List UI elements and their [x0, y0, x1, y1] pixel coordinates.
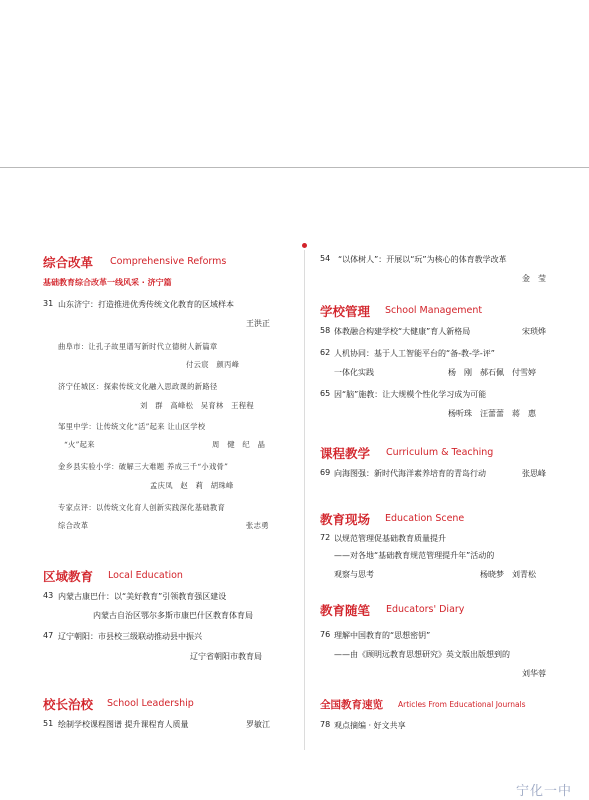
toc-page: 65: [320, 389, 331, 398]
toc-entry-title-cont[interactable]: ——由《顾明远教育思想研究》英文版出版想到的: [334, 650, 510, 659]
toc-subentry-author: 张志勇: [246, 521, 269, 530]
toc-entry-author: 王洪正: [246, 319, 270, 328]
toc-page: 47: [43, 631, 54, 640]
toc-entry-author: 杨晓梦 刘青松: [480, 570, 536, 579]
toc-subentry-title[interactable]: 济宁任城区：探索传统文化融入思政课的新路径: [58, 382, 218, 391]
toc-subentry-author: 周 健 纪 晶: [212, 440, 266, 449]
toc-entry-author: 内蒙古自治区鄂尔多斯市康巴什区教育体育局: [93, 611, 253, 620]
section-title-regional-en: Local Education: [108, 570, 183, 581]
toc-entry-title[interactable]: 因“脑”施教：让大规模个性化学习成为可能: [334, 390, 487, 399]
section-title-reform: 综合改革: [43, 255, 94, 270]
toc-page: 54: [320, 254, 331, 263]
toc-page: 69: [320, 468, 331, 477]
section-subhead: 基础教育综合改革一线风采 · 济宁篇: [43, 278, 172, 287]
toc-page: 43: [43, 591, 54, 600]
watermark: 宁化一中: [516, 784, 573, 799]
toc-page: 72: [320, 533, 331, 542]
toc-entry-title[interactable]: 观点摘编 · 好文共享: [334, 721, 406, 730]
toc-subentry-title[interactable]: 专家点评：以传统文化育人创新实践深化基础教育: [58, 503, 226, 512]
section-title-regional: 区域教育: [43, 569, 94, 584]
toc-entry-author: 张思峰: [522, 469, 546, 478]
section-title-diary-en: Educators' Diary: [386, 604, 465, 615]
section-title-express: 全国教育速览: [320, 699, 383, 711]
section-title-principal-en: School Leadership: [107, 698, 194, 709]
toc-entry-author: 宋琐烨: [522, 327, 546, 336]
toc-subentry-author: 刘 群 高峰松 吴育林 王程程: [140, 401, 254, 410]
toc-entry-title[interactable]: 山东济宁：打造推进优秀传统文化教育的区域样本: [58, 300, 234, 309]
section-title-scene: 教育现场: [320, 512, 371, 527]
section-title-management-en: School Management: [385, 305, 483, 316]
toc-page: 31: [43, 299, 54, 308]
section-title-management: 学校管理: [320, 304, 371, 319]
toc-entry-author: 辽宁省朝阳市教育局: [190, 652, 262, 661]
toc-entry-title[interactable]: 辽宁朝阳：市县校三级联动推动县中振兴: [58, 632, 202, 641]
toc-entry-title-cont[interactable]: 一体化实践: [334, 368, 374, 377]
section-title-scene-en: Education Scene: [385, 513, 465, 524]
toc-entry-title[interactable]: 理解中国教育的“思想密钥”: [334, 631, 431, 640]
toc-subentry-title[interactable]: 曲阜市：让孔子故里谱写新时代立德树人新篇章: [58, 342, 218, 351]
toc-entry-title[interactable]: 内蒙古康巴什：以“美好教育”引领教育强区建设: [58, 592, 227, 601]
toc-entry-title[interactable]: 向海图强：新时代海洋素养培育的青岛行动: [334, 469, 486, 478]
toc-entry-title[interactable]: “以体树人”：开展以“玩”为核心的体育教学改革: [338, 255, 507, 264]
toc-entry-author: 金 莹: [522, 274, 546, 283]
toc-subentry-title[interactable]: 金乡县实验小学：破解三大难题 养成三千“小戏骨”: [58, 462, 229, 471]
toc-subentry-title-cont[interactable]: “火”起来: [64, 440, 95, 449]
toc-entry-title-cont[interactable]: 观察与思考: [334, 570, 374, 579]
section-title-curriculum-en: Curriculum & Teaching: [386, 447, 494, 458]
toc-entry-author: 刘华蓉: [522, 669, 546, 678]
section-title-reform-en: Comprehensive Reforms: [110, 256, 227, 267]
toc-entry-title[interactable]: 体教融合构建学校“大健康”育人新格局: [334, 327, 471, 336]
toc-page: 62: [320, 348, 331, 357]
section-title-diary: 教育随笔: [320, 603, 371, 618]
section-title-curriculum: 课程教学: [320, 446, 371, 461]
toc-subentry-author: 孟庆凤 赵 莉 胡珠峰: [150, 481, 234, 490]
toc-entry-title[interactable]: 以规范管理促基础教育质量提升: [334, 534, 446, 543]
toc-subentry-title[interactable]: 邹里中学：让传统文化“活”起来 让山区学校: [58, 422, 206, 431]
toc-entry-title[interactable]: 绘制学校课程图谱 提升课程育人质量: [58, 720, 189, 729]
toc-entry-author: 杨 刚 郝石佩 付雪婷: [448, 368, 536, 377]
section-title-express-en: Articles From Educational Journals: [398, 700, 526, 709]
toc-subentry-title-cont[interactable]: 综合改革: [58, 521, 89, 530]
toc-page: 51: [43, 719, 54, 728]
toc-page: 58: [320, 326, 331, 335]
toc-entry-author: 罗敏江: [246, 720, 270, 729]
toc-entry-title-cont[interactable]: ——对各地“基础教育规范管理提升年”活动的: [334, 551, 495, 560]
toc-page: 76: [320, 630, 331, 639]
top-rule: [0, 167, 589, 168]
divider-dot: [302, 243, 307, 248]
column-divider: [304, 250, 305, 750]
toc-subentry-author: 付云宸 颜丙峰: [186, 360, 240, 369]
section-title-principal: 校长治校: [43, 697, 94, 712]
toc-entry-author: 杨听珠 汪蕾蕾 蒋 惠: [448, 409, 536, 418]
toc-entry-title[interactable]: 人机协同：基于人工智能平台的“备-教-学-评”: [334, 349, 495, 358]
toc-page: 78: [320, 720, 331, 729]
